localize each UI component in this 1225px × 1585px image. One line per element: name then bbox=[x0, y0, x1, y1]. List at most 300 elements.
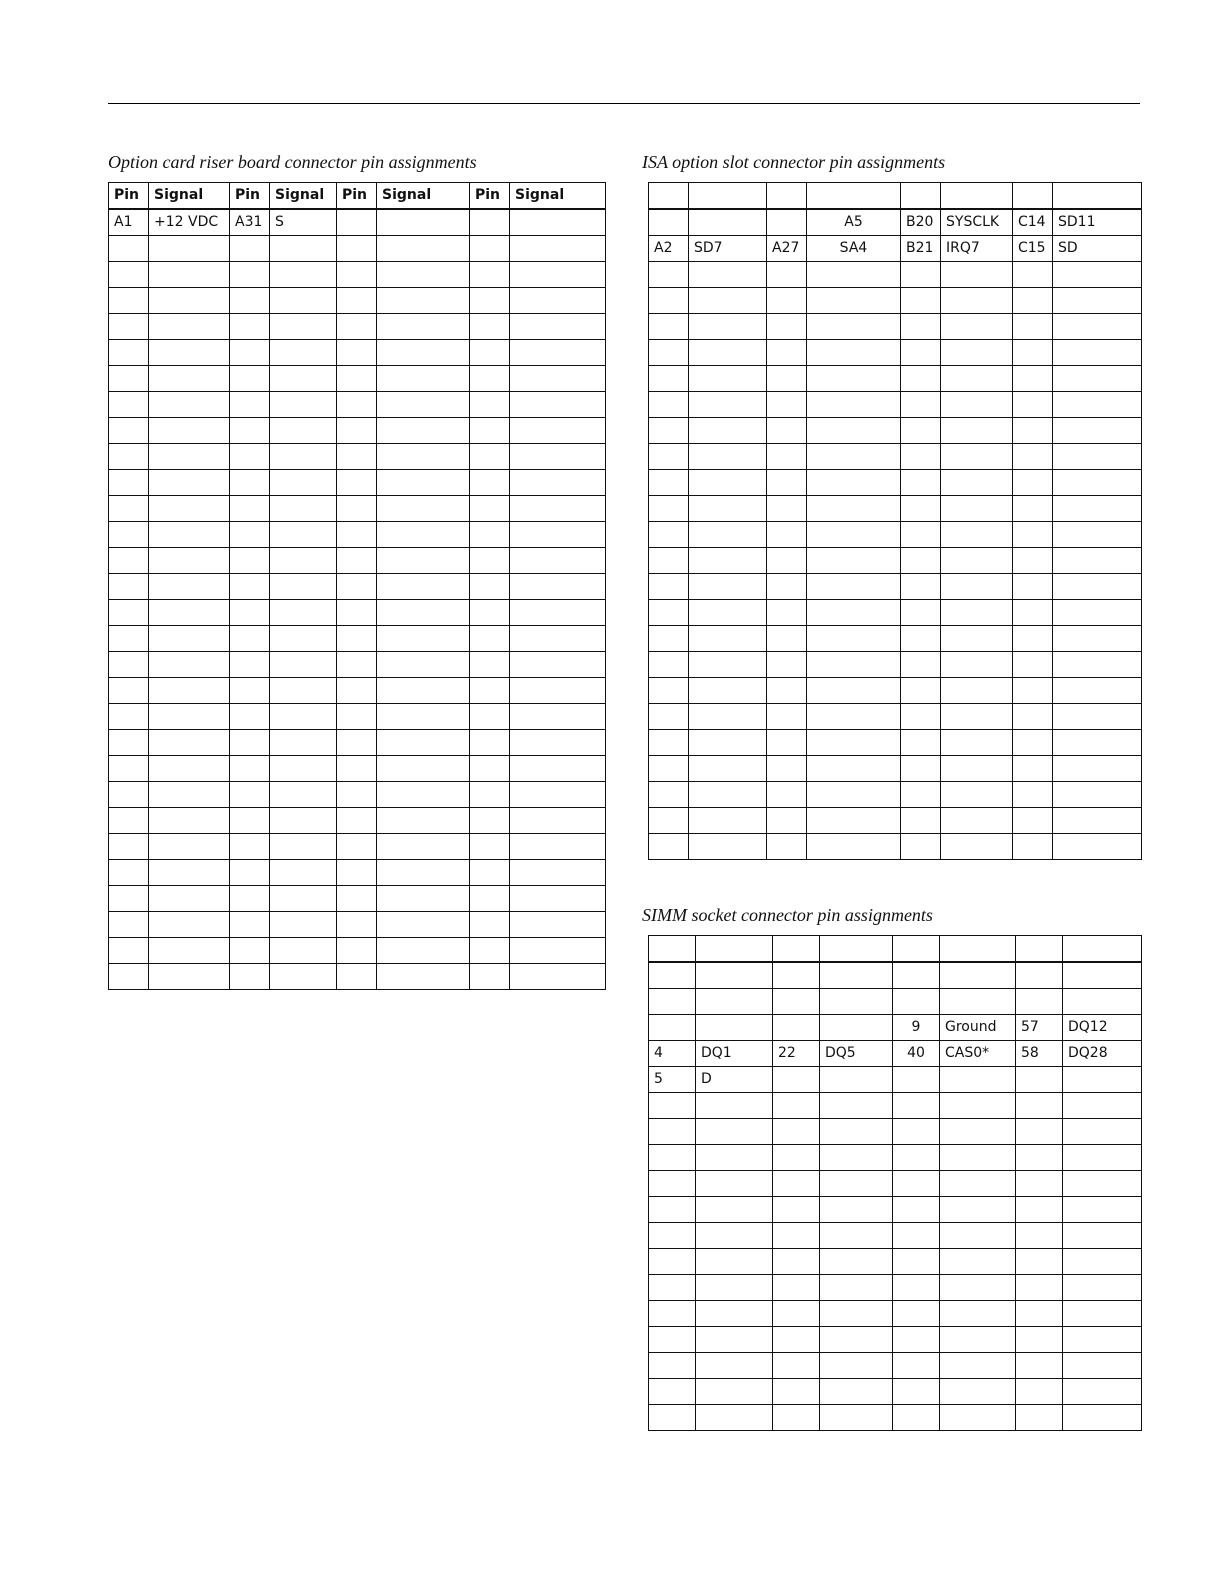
simm-table-cell bbox=[893, 1223, 940, 1249]
simm-table-cell bbox=[820, 1223, 893, 1249]
riser-table-cell bbox=[510, 600, 606, 626]
isa-table-row bbox=[649, 600, 1142, 626]
isa-table-cell bbox=[1053, 574, 1142, 600]
riser-table-row bbox=[109, 262, 606, 288]
simm-table-cell bbox=[1063, 1301, 1142, 1327]
simm-table-header bbox=[649, 936, 1142, 963]
isa-table-cell bbox=[649, 209, 689, 236]
isa-table-cell bbox=[807, 496, 901, 522]
riser-table-row bbox=[109, 834, 606, 860]
simm-table-cell bbox=[649, 1249, 696, 1275]
simm-table-cell bbox=[649, 1015, 696, 1041]
riser-table-cell bbox=[109, 574, 149, 600]
isa-table-row bbox=[649, 496, 1142, 522]
riser-table-cell bbox=[149, 730, 230, 756]
riser-table-row bbox=[109, 860, 606, 886]
isa-table-cell bbox=[941, 756, 1013, 782]
isa-table-cell bbox=[689, 652, 767, 678]
riser-table-cell bbox=[149, 548, 230, 574]
riser-table-cell bbox=[470, 262, 510, 288]
isa-table-cell bbox=[901, 262, 941, 288]
riser-table-row bbox=[109, 704, 606, 730]
isa-table-row bbox=[649, 236, 1142, 262]
isa-table-cell bbox=[1053, 444, 1142, 470]
riser-table-row bbox=[109, 209, 606, 236]
simm-table-row bbox=[649, 1197, 1142, 1223]
riser-table-cell bbox=[149, 626, 230, 652]
isa-table-cell bbox=[901, 470, 941, 496]
simm-table-cell bbox=[1063, 1353, 1142, 1379]
isa-table-cell bbox=[649, 522, 689, 548]
isa-table-cell bbox=[901, 288, 941, 314]
isa-table-cell bbox=[1053, 288, 1142, 314]
riser-table-cell bbox=[510, 834, 606, 860]
riser-table-cell bbox=[337, 756, 377, 782]
riser-table-cell bbox=[270, 366, 337, 392]
riser-table-cell bbox=[337, 678, 377, 704]
simm-table-row bbox=[649, 1353, 1142, 1379]
simm-table-cell bbox=[940, 962, 1016, 989]
riser-table-cell bbox=[230, 756, 270, 782]
riser-table-cell bbox=[510, 860, 606, 886]
isa-table-cell: A27 bbox=[767, 236, 807, 262]
riser-table-cell bbox=[109, 262, 149, 288]
simm-table-cell bbox=[1016, 1197, 1063, 1223]
riser-table-cell bbox=[270, 392, 337, 418]
simm-table-cell bbox=[773, 962, 820, 989]
simm-header-cell bbox=[1063, 936, 1142, 963]
riser-table-cell: A31 bbox=[230, 209, 270, 236]
riser-table-cell bbox=[109, 522, 149, 548]
riser-table-cell bbox=[510, 470, 606, 496]
simm-table-cell bbox=[773, 1379, 820, 1405]
riser-table-cell bbox=[149, 470, 230, 496]
isa-table-cell bbox=[649, 392, 689, 418]
riser-table-cell bbox=[377, 496, 470, 522]
simm-table-cell bbox=[649, 1353, 696, 1379]
simm-table-cell bbox=[1016, 1093, 1063, 1119]
isa-table-cell bbox=[901, 574, 941, 600]
isa-table-cell bbox=[649, 314, 689, 340]
simm-table-cell bbox=[1016, 1327, 1063, 1353]
isa-table-cell bbox=[941, 808, 1013, 834]
riser-table-row bbox=[109, 964, 606, 990]
riser-table-cell bbox=[470, 756, 510, 782]
riser-table-cell bbox=[230, 236, 270, 262]
isa-table-cell bbox=[807, 522, 901, 548]
isa-table-cell bbox=[767, 314, 807, 340]
riser-table-cell bbox=[270, 288, 337, 314]
riser-table-cell bbox=[377, 262, 470, 288]
isa-table-cell bbox=[901, 652, 941, 678]
simm-header-cell bbox=[940, 936, 1016, 963]
isa-table-cell bbox=[649, 496, 689, 522]
riser-table-cell bbox=[149, 314, 230, 340]
simm-table-cell bbox=[893, 1353, 940, 1379]
riser-table-cell bbox=[510, 704, 606, 730]
riser-table-cell bbox=[149, 600, 230, 626]
isa-table-cell bbox=[1013, 418, 1053, 444]
riser-header-cell: Pin bbox=[337, 183, 377, 210]
isa-table-cell bbox=[767, 626, 807, 652]
isa-table-cell bbox=[689, 288, 767, 314]
riser-table-row bbox=[109, 808, 606, 834]
simm-table-cell bbox=[940, 1327, 1016, 1353]
simm-table-cell bbox=[1016, 1301, 1063, 1327]
isa-table-cell bbox=[807, 808, 901, 834]
riser-table-cell bbox=[270, 600, 337, 626]
riser-table-cell bbox=[270, 444, 337, 470]
riser-table-cell bbox=[377, 678, 470, 704]
isa-table-cell bbox=[1013, 496, 1053, 522]
simm-table-cell: DQ1 bbox=[696, 1041, 773, 1067]
simm-table-cell bbox=[820, 1249, 893, 1275]
riser-table-cell bbox=[270, 314, 337, 340]
simm-table-cell bbox=[1016, 1223, 1063, 1249]
riser-table-cell bbox=[149, 496, 230, 522]
simm-table-cell bbox=[696, 1275, 773, 1301]
isa-table-cell bbox=[1013, 522, 1053, 548]
simm-table-row bbox=[649, 1015, 1142, 1041]
simm-table-cell: 9 bbox=[893, 1015, 940, 1041]
riser-header-cell: Pin bbox=[109, 183, 149, 210]
riser-table-cell bbox=[377, 366, 470, 392]
riser-table-cell bbox=[470, 288, 510, 314]
simm-table-cell bbox=[649, 1275, 696, 1301]
simm-table-cell bbox=[696, 1249, 773, 1275]
simm-table-cell bbox=[773, 1327, 820, 1353]
simm-table-cell bbox=[696, 1145, 773, 1171]
riser-table-cell bbox=[109, 496, 149, 522]
simm-table-cell bbox=[1016, 1067, 1063, 1093]
isa-table-cell bbox=[1053, 366, 1142, 392]
simm-table-row bbox=[649, 1405, 1142, 1431]
riser-table-cell bbox=[377, 548, 470, 574]
isa-table-cell bbox=[807, 652, 901, 678]
riser-table-cell bbox=[109, 808, 149, 834]
isa-table-row bbox=[649, 652, 1142, 678]
simm-table-cell bbox=[820, 1327, 893, 1353]
simm-table-cell bbox=[696, 1015, 773, 1041]
riser-table-cell bbox=[270, 626, 337, 652]
riser-table-cell bbox=[149, 964, 230, 990]
riser-table-cell bbox=[470, 522, 510, 548]
isa-table-cell bbox=[941, 678, 1013, 704]
isa-table-cell bbox=[767, 288, 807, 314]
riser-table-cell bbox=[377, 756, 470, 782]
simm-table-cell bbox=[893, 1301, 940, 1327]
riser-table-cell bbox=[270, 756, 337, 782]
riser-table-cell bbox=[510, 886, 606, 912]
simm-table-cell bbox=[649, 1379, 696, 1405]
simm-table-cell bbox=[1016, 1353, 1063, 1379]
simm-table-cell bbox=[773, 1171, 820, 1197]
riser-table-cell bbox=[230, 262, 270, 288]
isa-table-row bbox=[649, 756, 1142, 782]
simm-table-row bbox=[649, 1119, 1142, 1145]
simm-table-cell bbox=[773, 1249, 820, 1275]
riser-table-cell bbox=[149, 288, 230, 314]
riser-table-cell bbox=[109, 730, 149, 756]
riser-table-cell bbox=[510, 340, 606, 366]
riser-table-cell bbox=[270, 574, 337, 600]
riser-table-cell bbox=[337, 288, 377, 314]
riser-table-cell bbox=[470, 782, 510, 808]
riser-table-cell bbox=[270, 418, 337, 444]
simm-table-cell bbox=[649, 1301, 696, 1327]
simm-table-cell bbox=[649, 962, 696, 989]
riser-table-cell bbox=[230, 678, 270, 704]
isa-table-cell bbox=[689, 444, 767, 470]
riser-table-cell bbox=[149, 938, 230, 964]
simm-table-cell bbox=[940, 1249, 1016, 1275]
simm-table-row bbox=[649, 1275, 1142, 1301]
riser-table-header bbox=[109, 183, 606, 210]
riser-table-cell bbox=[510, 756, 606, 782]
riser-table-row bbox=[109, 340, 606, 366]
simm-table-body bbox=[649, 962, 1142, 1431]
riser-table-cell bbox=[270, 470, 337, 496]
riser-table-cell bbox=[337, 860, 377, 886]
simm-table-cell bbox=[649, 1327, 696, 1353]
isa-table-cell bbox=[807, 782, 901, 808]
riser-table-cell bbox=[337, 626, 377, 652]
riser-table-cell bbox=[470, 548, 510, 574]
simm-table-cell bbox=[1063, 1093, 1142, 1119]
simm-table-row bbox=[649, 1327, 1142, 1353]
riser-table-cell bbox=[470, 392, 510, 418]
simm-table-cell: 22 bbox=[773, 1041, 820, 1067]
isa-table-cell bbox=[901, 808, 941, 834]
riser-table-cell bbox=[230, 548, 270, 574]
riser-table-cell bbox=[377, 834, 470, 860]
simm-table-cell bbox=[696, 1197, 773, 1223]
simm-table-cell bbox=[1016, 1275, 1063, 1301]
riser-table-cell bbox=[377, 782, 470, 808]
riser-table-cell bbox=[510, 418, 606, 444]
riser-table-cell bbox=[149, 262, 230, 288]
riser-table-cell bbox=[470, 808, 510, 834]
riser-table-row bbox=[109, 548, 606, 574]
riser-table-cell bbox=[377, 886, 470, 912]
simm-table-cell bbox=[820, 1197, 893, 1223]
isa-table-cell bbox=[1053, 418, 1142, 444]
simm-table-cell bbox=[893, 1275, 940, 1301]
simm-table-cell bbox=[820, 1015, 893, 1041]
simm-table-cell bbox=[820, 1119, 893, 1145]
riser-table-row bbox=[109, 236, 606, 262]
riser-table-cell bbox=[377, 600, 470, 626]
riser-table-cell bbox=[230, 444, 270, 470]
riser-table-cell bbox=[470, 964, 510, 990]
riser-table-cell bbox=[377, 288, 470, 314]
isa-table-cell bbox=[1013, 626, 1053, 652]
simm-table-cell: 40 bbox=[893, 1041, 940, 1067]
isa-table-cell bbox=[649, 834, 689, 860]
isa-table-cell bbox=[901, 730, 941, 756]
isa-table-cell bbox=[807, 418, 901, 444]
simm-table-cell bbox=[696, 962, 773, 989]
riser-table-cell bbox=[270, 782, 337, 808]
isa-table-cell bbox=[767, 366, 807, 392]
isa-table-cell bbox=[689, 522, 767, 548]
riser-table-cell bbox=[109, 652, 149, 678]
simm-header-cell bbox=[773, 936, 820, 963]
riser-table-cell bbox=[270, 340, 337, 366]
riser-table-cell bbox=[377, 860, 470, 886]
riser-table-cell bbox=[230, 496, 270, 522]
riser-table-cell bbox=[230, 912, 270, 938]
isa-table-cell bbox=[941, 652, 1013, 678]
isa-table-cell bbox=[1053, 496, 1142, 522]
riser-table-cell bbox=[470, 886, 510, 912]
simm-table-cell bbox=[773, 1119, 820, 1145]
isa-table-row bbox=[649, 470, 1142, 496]
isa-table-cell bbox=[807, 574, 901, 600]
riser-table-cell bbox=[109, 392, 149, 418]
isa-table-cell bbox=[767, 340, 807, 366]
isa-table-cell bbox=[1013, 652, 1053, 678]
simm-table-cell bbox=[696, 1379, 773, 1405]
riser-table-cell bbox=[337, 236, 377, 262]
isa-table-cell bbox=[941, 392, 1013, 418]
riser-table-cell bbox=[510, 574, 606, 600]
isa-table-cell bbox=[649, 808, 689, 834]
riser-table-cell bbox=[109, 548, 149, 574]
isa-table-cell bbox=[1013, 782, 1053, 808]
simm-table-cell: 58 bbox=[1016, 1041, 1063, 1067]
isa-table-cell bbox=[689, 626, 767, 652]
simm-table-row bbox=[649, 962, 1142, 989]
isa-table-cell: SA4 bbox=[807, 236, 901, 262]
isa-table-cell bbox=[767, 808, 807, 834]
simm-table-cell bbox=[696, 1119, 773, 1145]
simm-table-title: SIMM socket connector pin assignments bbox=[642, 905, 933, 925]
isa-table-cell bbox=[649, 626, 689, 652]
riser-table-cell bbox=[470, 209, 510, 236]
riser-header-cell: Signal bbox=[270, 183, 337, 210]
isa-table-cell bbox=[1053, 314, 1142, 340]
simm-pin-table bbox=[648, 935, 1142, 1431]
simm-table-cell bbox=[649, 1145, 696, 1171]
riser-table-cell bbox=[149, 886, 230, 912]
simm-header-cell bbox=[820, 936, 893, 963]
simm-table-cell bbox=[1016, 989, 1063, 1015]
isa-table-cell bbox=[1013, 444, 1053, 470]
simm-table-cell bbox=[893, 1405, 940, 1431]
isa-table-cell bbox=[649, 730, 689, 756]
isa-table-cell bbox=[649, 704, 689, 730]
isa-table-cell bbox=[807, 600, 901, 626]
isa-table-cell bbox=[941, 600, 1013, 626]
isa-table-cell bbox=[689, 808, 767, 834]
riser-header-row bbox=[109, 183, 606, 210]
riser-table-cell bbox=[109, 626, 149, 652]
simm-table-cell bbox=[696, 1327, 773, 1353]
simm-table-cell bbox=[1016, 1119, 1063, 1145]
isa-table-cell bbox=[767, 678, 807, 704]
isa-table-cell bbox=[941, 730, 1013, 756]
isa-table-cell: A2 bbox=[649, 236, 689, 262]
riser-table-cell bbox=[270, 262, 337, 288]
riser-table-cell bbox=[377, 626, 470, 652]
riser-table-cell bbox=[510, 730, 606, 756]
isa-table-cell bbox=[689, 470, 767, 496]
isa-table-cell bbox=[767, 782, 807, 808]
simm-table-row bbox=[649, 1379, 1142, 1405]
riser-table-cell bbox=[377, 340, 470, 366]
simm-table-cell bbox=[1063, 1223, 1142, 1249]
riser-table-cell bbox=[109, 600, 149, 626]
simm-table-cell bbox=[820, 1301, 893, 1327]
riser-table-cell bbox=[510, 652, 606, 678]
isa-table-cell bbox=[1013, 340, 1053, 366]
riser-table-row bbox=[109, 730, 606, 756]
simm-table-cell bbox=[696, 989, 773, 1015]
isa-table-cell bbox=[901, 600, 941, 626]
isa-header-cell bbox=[649, 183, 689, 210]
isa-table-cell bbox=[901, 314, 941, 340]
riser-table-row bbox=[109, 314, 606, 340]
isa-table-cell: B21 bbox=[901, 236, 941, 262]
riser-table-cell bbox=[470, 470, 510, 496]
isa-table-cell bbox=[941, 522, 1013, 548]
riser-table-row bbox=[109, 496, 606, 522]
isa-table-cell bbox=[807, 340, 901, 366]
isa-table-cell bbox=[901, 366, 941, 392]
isa-table-row bbox=[649, 209, 1142, 236]
isa-table-cell bbox=[901, 444, 941, 470]
riser-table-row bbox=[109, 392, 606, 418]
riser-table-cell bbox=[270, 730, 337, 756]
simm-table-cell bbox=[820, 1275, 893, 1301]
isa-table-cell bbox=[807, 626, 901, 652]
simm-table-cell bbox=[940, 1405, 1016, 1431]
isa-table-cell bbox=[807, 704, 901, 730]
simm-table-cell bbox=[649, 1223, 696, 1249]
simm-table-cell: 5 bbox=[649, 1067, 696, 1093]
riser-table-cell bbox=[510, 678, 606, 704]
riser-table-cell bbox=[270, 808, 337, 834]
riser-table-cell bbox=[270, 964, 337, 990]
riser-table-cell bbox=[109, 418, 149, 444]
isa-table-cell bbox=[689, 704, 767, 730]
isa-header-cell bbox=[901, 183, 941, 210]
riser-table-row bbox=[109, 652, 606, 678]
simm-table-cell bbox=[893, 1145, 940, 1171]
isa-table-cell bbox=[1013, 470, 1053, 496]
riser-table-cell bbox=[377, 314, 470, 340]
simm-table-cell bbox=[1063, 1145, 1142, 1171]
simm-table-cell bbox=[773, 1067, 820, 1093]
riser-table-cell bbox=[149, 652, 230, 678]
isa-table-cell bbox=[901, 756, 941, 782]
simm-table-row bbox=[649, 989, 1142, 1015]
riser-table-cell bbox=[270, 236, 337, 262]
isa-table-cell bbox=[807, 470, 901, 496]
riser-table-cell bbox=[149, 834, 230, 860]
simm-table-cell bbox=[820, 989, 893, 1015]
riser-table-cell bbox=[337, 262, 377, 288]
isa-table-cell bbox=[807, 834, 901, 860]
simm-table-cell bbox=[940, 1223, 1016, 1249]
riser-table-cell bbox=[377, 392, 470, 418]
simm-table-cell bbox=[773, 989, 820, 1015]
riser-table-cell bbox=[109, 340, 149, 366]
isa-table-cell bbox=[1053, 522, 1142, 548]
riser-table-cell bbox=[470, 678, 510, 704]
isa-table-cell bbox=[1013, 808, 1053, 834]
